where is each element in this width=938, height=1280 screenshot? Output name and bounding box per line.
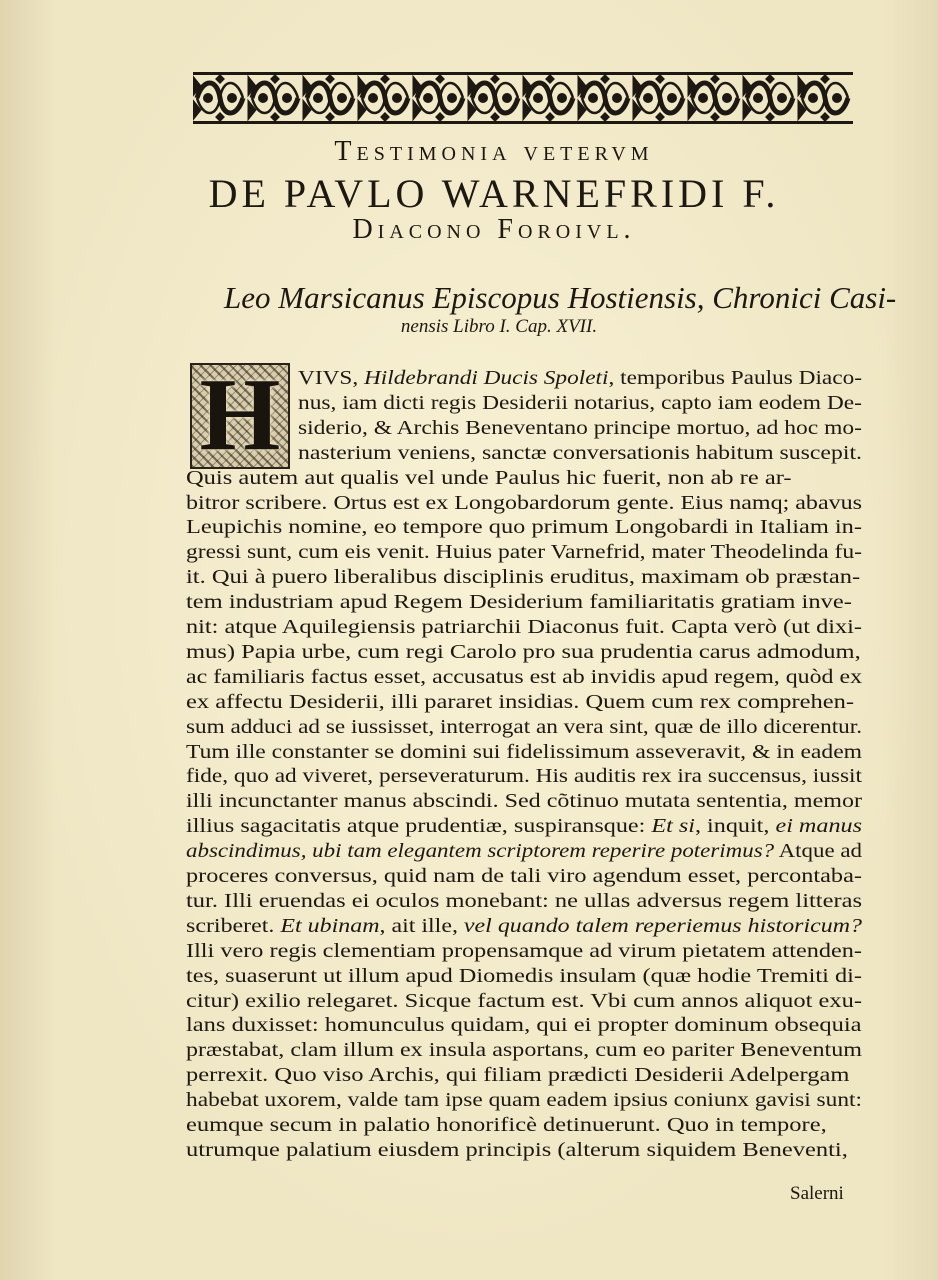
text-segment: siderio, & Archis Beneventano principe mortuo, ad hoc mo- (298, 417, 862, 439)
text-line (186, 791, 862, 813)
text-segment: Et ubinam (280, 915, 380, 937)
source-heading-line-2: nensis Libro I. Cap. XVII. (400, 316, 598, 337)
ornament-unit (523, 75, 573, 121)
text-line (186, 991, 862, 1013)
text-line (186, 1065, 849, 1087)
ornament-unit (248, 75, 298, 121)
text-line (186, 692, 854, 714)
text-line (186, 916, 862, 938)
text-line (186, 1115, 827, 1137)
text-line (186, 1140, 848, 1162)
text-line (186, 642, 861, 664)
text-segment: proceres conversus, quid nam de tali viro agendum esset, percontaba- (186, 866, 863, 887)
ornament-unit (193, 75, 243, 121)
text-segment: mus) Papia urbe, cum regi Carolo pro sua prudentia carus admodum, (186, 641, 861, 663)
text-segment: utrumque palatium eiusdem principis (alterum siquidem Beneventi, (186, 1139, 848, 1161)
text-segment: nus, iam dicti regis Desiderii notarius, capto iam eodem De- (298, 392, 862, 414)
text-line (186, 542, 862, 564)
ornament-unit (688, 75, 738, 121)
text-segment: citur) exilio relegaret. Sicque factum est. Vbi cum annos aliquot exu- (186, 990, 862, 1012)
text-segment: illi incunctanter manus abscindi. Sed cõtinuo mutata sententia, memor (186, 791, 863, 813)
text-line (186, 667, 862, 689)
ornament-bottom-rule (193, 122, 853, 125)
text-segment: scriberet. (186, 915, 281, 937)
text-segment: illius sagacitatis atque prudentiæ, suspiransque: (186, 816, 652, 838)
text-segment: gressi sunt, cum eis venit. Huius pater Varnefrid, mater Theodelinda fu- (186, 542, 862, 564)
text-line (186, 717, 862, 739)
ornamental-drop-cap (190, 357, 290, 472)
text-segment: Quis autem aut qualis vel unde Paulus hic fuerit, non ab re ar- (186, 467, 792, 489)
text-segment: tur. Illi eruendas ei oculos monebant: ne ullas adversus regem litteras (186, 890, 862, 912)
ornament-unit (358, 75, 408, 121)
text-line (298, 443, 862, 465)
text-segment: Illi vero regis clementiam propensamque ad virum pietatem attenden- (186, 940, 863, 962)
text-segment: VIVS, (298, 368, 364, 389)
text-segment: præstabat, clam illum ex insula asportans, cum eo pariter Beneventum (186, 1040, 862, 1062)
text-line (186, 1090, 862, 1112)
text-segment: bitror scribere. Ortus est ex Longobardorum gente. Eius namq; abavus (186, 492, 862, 514)
text-segment: tem industriam apud Regem Desiderium familiaritatis gratiam inve- (186, 592, 852, 614)
ornament-unit (303, 75, 353, 121)
text-line (186, 941, 862, 963)
text-line (186, 567, 860, 589)
source-heading-line-1: Leo Marsicanus Episcopus Hostiensis, Chronici Casi- (224, 280, 897, 315)
text-segment: nit: atque Aquilegiensis patriarchii Diaconus fuit. Capta verò (ut dixi- (186, 617, 862, 638)
ornament-unit (413, 75, 463, 121)
text-line (186, 592, 852, 614)
text-segment: , temporibus Paulus Diaco- (608, 368, 862, 389)
text-segment: habebat uxorem, valde tam ipse quam eadem ipsius coniunx gavisi sunt: (186, 1090, 863, 1112)
text-segment: fide, quo ad viveret, perseveraturum. His auditis rex ira succensus, iussit (186, 766, 863, 788)
decorative-header-band (193, 72, 853, 124)
text-segment: Atque ad (774, 841, 863, 863)
text-line (186, 841, 862, 863)
text-segment: Hildebrandi Ducis Spoleti (363, 368, 609, 389)
ornament-unit (633, 75, 683, 121)
text-line (186, 468, 792, 490)
text-line (186, 517, 862, 539)
text-segment: Tum ille constanter se domini sui fidelissimum asseveravit, & in eadem (186, 741, 863, 763)
text-line (186, 1015, 862, 1037)
title-line-2: DE PAVLO WARNEFRIDI F. (208, 171, 780, 216)
text-segment: ei manus (775, 816, 862, 838)
text-line (186, 891, 862, 913)
text-line (186, 866, 862, 888)
text-line (186, 617, 862, 639)
text-line (186, 766, 862, 788)
text-segment: vel quando talem reperiemus historicum? (463, 915, 863, 937)
text-segment: perrexit. Quo viso Archis, qui filiam prædicti Desiderii Adelpergam (186, 1065, 850, 1087)
text-line (298, 393, 862, 415)
text-segment: Et si (651, 816, 695, 838)
text-segment: it. Qui à puero liberalibus disciplinis eruditus, maximam ob præstan- (186, 567, 861, 589)
text-line (186, 966, 862, 988)
drop-cap-letter: H (199, 357, 281, 472)
text-line (186, 816, 862, 838)
text-segment: nasterium veniens, sanctæ conversationis habitum suscepit. (298, 442, 862, 464)
ornament-unit (468, 75, 518, 121)
ornament-unit (798, 75, 848, 121)
text-segment: eumque secum in palatio honorificè detinuerunt. Quo in tempore, (186, 1115, 827, 1136)
text-line (186, 493, 862, 515)
text-segment: sum adduci ad se iussisset, interrogat an vera sint, quæ de illo dicerentur. (186, 716, 863, 738)
text-line (298, 368, 862, 390)
text-line (298, 418, 862, 440)
text-line (186, 1040, 862, 1062)
catchword: Salerni (790, 1183, 844, 1204)
text-segment: ac familiaris factus esset, accusatus est ab invidis apud regem, quòd ex (186, 666, 863, 688)
text-segment: tes, suaserunt ut illum apud Diomedis insulam (quæ hodie Tremiti di- (186, 965, 862, 987)
ornament-unit (743, 75, 793, 121)
text-segment: abscindimus, ubi tam elegantem scriptorem reperire poterimus? (186, 841, 775, 863)
ornament-top-rule (193, 72, 853, 75)
text-segment: lans duxisset: homunculus quidam, qui ei propter dominum obsequia (186, 1015, 862, 1037)
text-segment: ex affectu Desiderii, illi pararet insidias. Quem cum rex comprehen- (186, 691, 855, 713)
title-line-1: Testimonia vetervm (334, 136, 654, 167)
text-segment: Leupichis nomine, eo tempore quo primum Longobardi in Italiam in- (186, 517, 863, 539)
text-segment: , inquit, (694, 816, 776, 838)
text-segment: , ait ille, (379, 915, 464, 937)
title-line-3: Diacono Foroivl. (352, 214, 636, 245)
text-line (186, 742, 862, 764)
ornament-unit (578, 75, 628, 121)
